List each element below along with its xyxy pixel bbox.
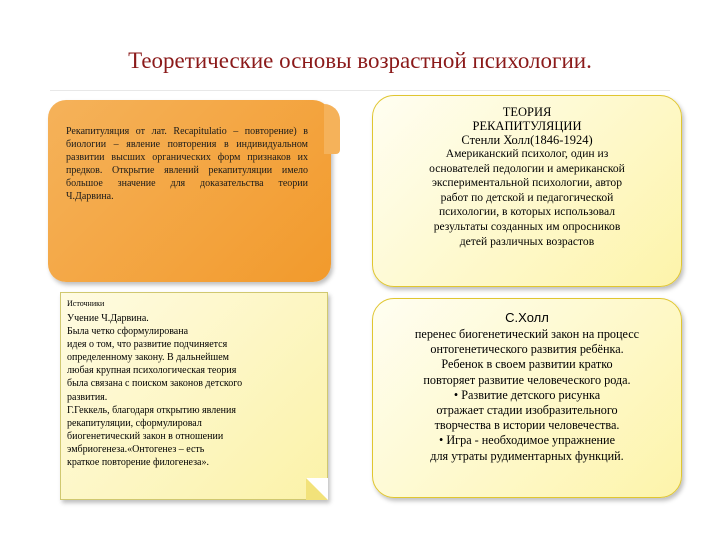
hall-law-box xyxy=(372,298,682,498)
theory-line: детей различных возрастов xyxy=(459,234,595,248)
hall-line: перенес биогенетический закон на процесс xyxy=(414,327,640,341)
theory-line: психологии, в которых использовал xyxy=(438,205,616,219)
page-title: Теоретические основы возрастной психологии. xyxy=(128,48,592,73)
callout-tail xyxy=(324,104,340,154)
hall-description xyxy=(373,327,681,464)
recapitulation-definition-box xyxy=(48,100,331,282)
hall-line: отражает стадии изобразительного xyxy=(436,403,618,418)
theory-line: Американский психолог, один из xyxy=(445,147,609,160)
theory-title-line: РЕКАПИТУЛЯЦИИ xyxy=(472,119,582,133)
sources-text: Учение Ч.Дарвина. Была четко сформулирована идея о том, что развитие подчиняется определенному закону. В дальнейшем любая крупная психологическая теория была связана с поиском законов детского развития. Г.Геккель, благодаря открытию явления рекапитуляции, сформулировал биогенетический закон в отношении эмбриогенеза.«Онтогенез – есть краткое повторение филогенеза». xyxy=(67,313,243,469)
hall-line: • Игра - необходимое упражнение xyxy=(439,433,615,448)
sources-label: Источники xyxy=(67,299,105,308)
title-divider xyxy=(50,90,670,91)
theory-line: основателей педологии и американской xyxy=(429,161,625,175)
hall-line: Ребенок в своем развитии кратко xyxy=(441,357,613,372)
theory-title xyxy=(373,105,681,147)
folded-corner xyxy=(306,478,328,500)
theory-line: результаты созданных им опросников xyxy=(433,219,621,233)
hall-line: повторяет развитие человеческого рода. xyxy=(423,372,631,387)
theory-line: работ по детской и педагогической xyxy=(440,190,614,204)
hall-line: • Развитие детского рисунка xyxy=(453,387,601,402)
theory-title-line: ТЕОРИЯ xyxy=(502,105,552,119)
hall-title: С.Холл xyxy=(505,310,549,325)
theory-author-line: Стенли Холл(1846-1924) xyxy=(461,133,593,147)
theory-description xyxy=(373,147,681,249)
hall-line: для утраты рудиментарных функций. xyxy=(430,448,624,463)
recapitulation-definition-text: Рекапитуляция от лат. Recapitulatio – повторение) в биологии – явление повторения в индивидуальном развитии высших органических форм признаков их предков. Открытие явлений рекапитуляции имело большое значение для доказательства теории Ч.Дарвина. xyxy=(66,126,308,202)
sources-box xyxy=(60,292,328,500)
recapitulation-theory-box xyxy=(372,95,682,287)
hall-line: онтогенетического развития ребёнка. xyxy=(430,342,624,357)
theory-line: экспериментальной психологии, автор xyxy=(431,176,623,190)
hall-line: творчества в истории человечества. xyxy=(434,418,620,433)
